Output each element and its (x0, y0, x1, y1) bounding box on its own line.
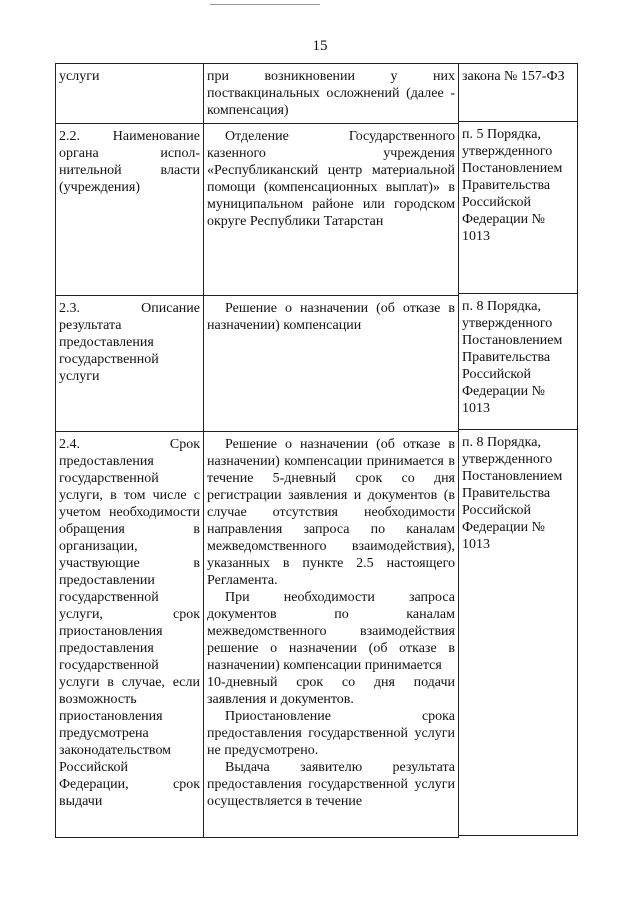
reference-cell (458, 293, 578, 430)
table-row (56, 432, 459, 838)
reference-text: закона № 157-ФЗ (462, 69, 565, 84)
top-rule (210, 4, 320, 5)
content-paragraph: Решение о назначении (об отказе в назначении) компенсации принимается в течение 5-дневный срок со дня регистрации заявления и документов (в случае отсутствия необходимости направления запроса по каналам межведомственного взаимодействия), указанных в пункте 2.5 настоящего Регламента. (207, 437, 455, 588)
row-label (56, 296, 204, 432)
row-content (204, 64, 459, 124)
content-paragraph: Решение о назначении (об отказе в назначении) компенсации (207, 301, 455, 333)
content-paragraph: При необходимости запроса документов по каналам межведомственного взаимодействия решение о назначении (об отказе в назначении) компенсации принимается (207, 590, 455, 673)
content-paragraph: Выдача заявителю результата предоставления государственной услуги осуществляется в течение (207, 760, 455, 809)
label-text: 2.2. Наименование органа испол-нительной власти (учреждения) (59, 129, 200, 195)
page-number: 15 (312, 38, 328, 54)
reference-text: п. 5 Порядка, утвержденного Постановлением Правительства Российской Федерации № 1013 (462, 127, 563, 244)
reference-text: п. 8 Порядка, утвержденного Постановлением Правительства Российской Федерации № 1013 (462, 299, 563, 416)
content-paragraph: Приостановление срока предоставления государственной услуги не предусмотрено. (207, 709, 455, 758)
label-text: 2.3. Описание результата предоставления государственной услуги (59, 301, 200, 384)
table-row (56, 64, 459, 124)
row-content (204, 432, 459, 838)
table-row (56, 124, 459, 296)
reference-text: п. 8 Порядка, утвержденного Постановлением Правительства Российской Федерации № 1013 (462, 435, 563, 552)
row-content (204, 296, 459, 432)
content-paragraph: при возникновении у них поствакцинальных осложнений (далее - компенсация) (207, 69, 455, 118)
row-label (56, 124, 204, 296)
row-content (204, 124, 459, 296)
row-label (56, 432, 204, 838)
reference-cell (458, 121, 578, 294)
label-text: услуги (59, 69, 100, 84)
reference-cell (458, 63, 578, 122)
reference-cell (458, 429, 578, 836)
regulation-table (55, 63, 459, 838)
table-row (56, 296, 459, 432)
label-text: 2.4. Срок предоставления государственной услуги, в том числе с учетом необходимости обращения в организации, участвующие в предоставлении государственной услуги, срок приостановления предоставления государственной услуги в случае, если возможность приостановления предусмотрена законодательством Российской Федерации, срок выдачи (59, 437, 200, 809)
row-label (56, 64, 204, 124)
content-paragraph: Отделение Государственного казенного учреждения «Республиканский центр материальной помощи (компенсационных выплат)» в муниципальном районе или городском округе Республики Татарстан (207, 129, 455, 229)
content-paragraph: 10-дневный срок со дня подачи заявления и документов. (207, 675, 455, 707)
